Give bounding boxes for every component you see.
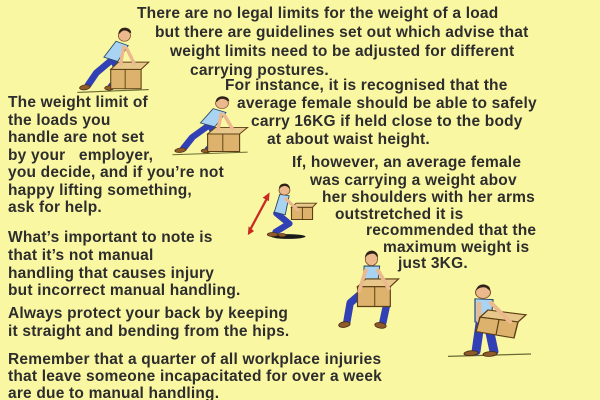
- text-line: was carrying a weight abov: [310, 172, 517, 189]
- text-line: The weight limit of: [8, 94, 148, 111]
- text-line: but there are guidelines set out which advise that: [155, 24, 529, 41]
- text-line: What’s important to note is: [8, 229, 213, 246]
- text-line: weight limits need to be adjusted for different: [170, 43, 515, 60]
- text-line: happy lifting something,: [8, 182, 192, 199]
- text-line: There are no legal limits for the weight of a load: [137, 5, 499, 22]
- text-line: carry 16KG if held close to the body: [251, 113, 523, 130]
- text-line: by your employer,: [8, 147, 154, 164]
- text-line: Remember that a quarter of all workplace injuries: [8, 351, 382, 368]
- text-line: that leave someone incapacitated for over a week: [8, 368, 382, 385]
- man-bending-over-box-figure-2: [170, 93, 250, 158]
- text-line: her shoulders with her arms: [322, 189, 535, 206]
- text-line: that it’s not manual: [8, 247, 154, 264]
- man-standing-carrying-box-figure: [446, 282, 546, 362]
- text-line: you decide, and if you’re not: [8, 164, 224, 181]
- text-line: If, however, an average female: [292, 154, 522, 171]
- text-line: it straight and bending from the hips.: [8, 323, 290, 340]
- person-squatting-straight-back-figure: [240, 176, 318, 244]
- text-line: outstretched it is: [335, 206, 464, 223]
- text-line: just 3KG.: [398, 255, 468, 272]
- text-line: at about waist height.: [267, 131, 430, 148]
- text-line: Always protect your back by keeping: [8, 305, 289, 322]
- man-bending-over-box-figure-1: [75, 24, 151, 96]
- man-squat-lifting-box-figure: [328, 248, 410, 334]
- text-line: but incorrect manual handling.: [8, 282, 241, 299]
- text-line: handling that causes injury: [8, 265, 215, 282]
- text-line: the loads you: [8, 112, 111, 129]
- text-line: maximum weight is: [383, 239, 530, 256]
- text-line: handle are not set: [8, 129, 145, 146]
- text-line: are due to manual handling.: [8, 385, 220, 400]
- text-line: average female should be able to safely: [237, 95, 537, 112]
- text-line: recommended that the: [366, 222, 537, 239]
- text-line: carrying postures.: [190, 62, 329, 79]
- text-line: For instance, it is recognised that the: [225, 77, 508, 94]
- straight-back-arrow-icon: [248, 192, 270, 235]
- text-line: ask for help.: [8, 199, 102, 216]
